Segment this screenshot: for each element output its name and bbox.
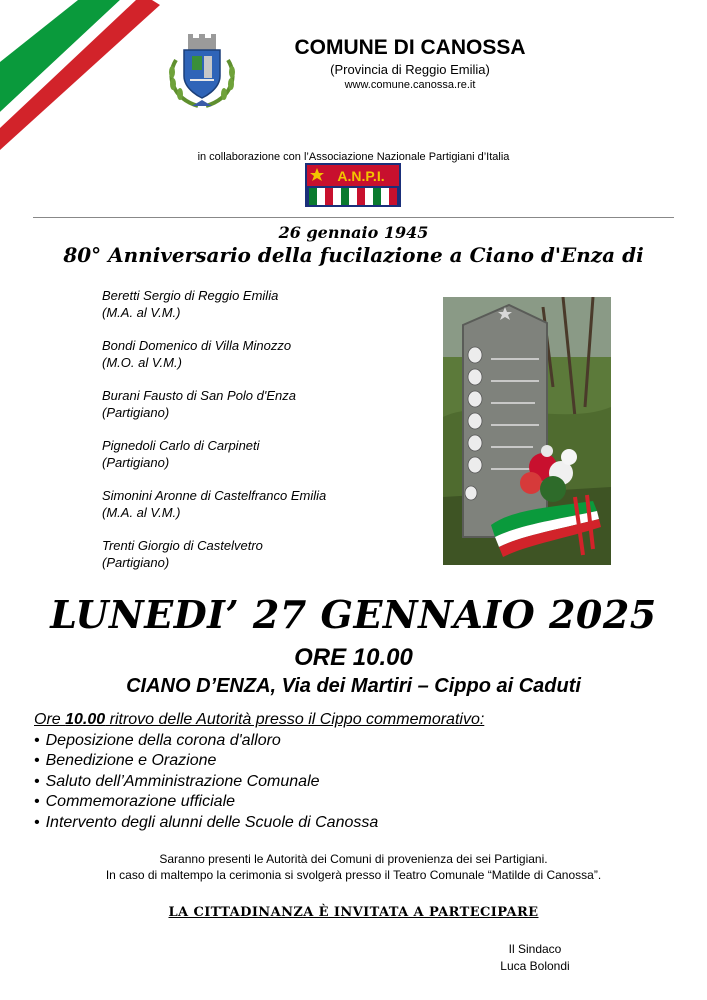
note-bad-weather: In caso di maltempo la cerimonia si svolgerà presso il Teatro Comunale “Matilde di Canossa”. — [105, 868, 602, 882]
list-item — [102, 287, 422, 321]
list-item: • Deposizione della corona d'alloro — [34, 731, 674, 752]
partisan-note: (M.A. al V.M.) — [102, 305, 181, 320]
partisan-name: Beretti Sergio di Reggio Emilia — [102, 288, 279, 303]
list-item — [102, 537, 422, 571]
partisan-note: (Partigiano) — [102, 405, 170, 420]
signature-name: Luca Bolondi — [500, 959, 570, 973]
list-item: • Intervento degli alunni delle Scuole di Canossa — [34, 813, 674, 834]
partisan-note: (M.A. al V.M.) — [102, 505, 181, 520]
list-item: • Benedizione e Orazione — [34, 751, 674, 772]
partisan-name: Pignedoli Carlo di Carpineti — [102, 438, 260, 453]
anpi-logo-text: A.N.P.I. — [337, 168, 385, 184]
program-intro-suffix: ritrovo delle Autorità presso il Cippo commemorativo: — [105, 711, 485, 728]
partisan-name: Bondi Domenico di Villa Minozzo — [102, 338, 292, 353]
invitation-line: LA CITTADINANZA È INVITATA A PARTECIPARE — [168, 905, 539, 920]
province-subtitle: (Provincia di Reggio Emilia) — [330, 62, 490, 77]
municipality-title: COMUNE DI CANOSSA — [294, 36, 526, 59]
partisan-note: (Partigiano) — [102, 455, 170, 470]
notes-block — [0, 851, 707, 883]
list-item: • Commemorazione ufficiale — [34, 792, 674, 813]
program-intro-prefix: Ore — [34, 711, 66, 728]
partisan-note: (M.O. al V.M.) — [102, 355, 182, 370]
collaboration-line: in collaborazione con l’Associazione Nazionale Partigiani d’Italia — [197, 151, 510, 163]
partisan-name: Simonini Aronne di Castelfranco Emilia — [102, 488, 327, 503]
signature-block — [470, 941, 600, 975]
memorial-photo — [443, 297, 611, 565]
list-item — [102, 487, 422, 521]
anniversary-title: 80° Anniversario della fucilazione a Ciano d'Enza di — [63, 243, 644, 267]
divider — [33, 217, 674, 218]
partisans-list — [102, 287, 422, 587]
list-item — [102, 337, 422, 371]
program-intro — [34, 710, 674, 731]
event-location: CIANO D’ENZA, Via dei Martiri – Cippo ai Caduti — [126, 675, 581, 697]
note-authorities: Saranno presenti le Autorità dei Comuni di provenienza dei sei Partigiani. — [159, 852, 548, 866]
program-list — [34, 731, 674, 834]
event-date: LUNEDI’ 27 GENNAIO 2025 — [50, 592, 657, 637]
anpi-logo — [305, 163, 401, 207]
partisan-name: Trenti Giorgio di Castelvetro — [102, 538, 263, 553]
program-section — [34, 710, 674, 833]
municipal-crest-icon — [162, 32, 242, 112]
event-time: ORE 10.00 — [294, 644, 413, 671]
partisan-name: Burani Fausto di San Polo d'Enza — [102, 388, 296, 403]
list-item: • Saluto dell’Amministrazione Comunale — [34, 772, 674, 793]
list-item — [102, 437, 422, 471]
partisan-note: (Partigiano) — [102, 555, 170, 570]
program-intro-time: 10.00 — [65, 711, 106, 728]
list-item — [102, 387, 422, 421]
italian-flag-ribbon — [0, 0, 170, 160]
website-url: www.comune.canossa.re.it — [344, 79, 476, 91]
signature-role: Il Sindaco — [508, 942, 562, 956]
historic-date: 26 gennaio 1945 — [278, 223, 429, 242]
